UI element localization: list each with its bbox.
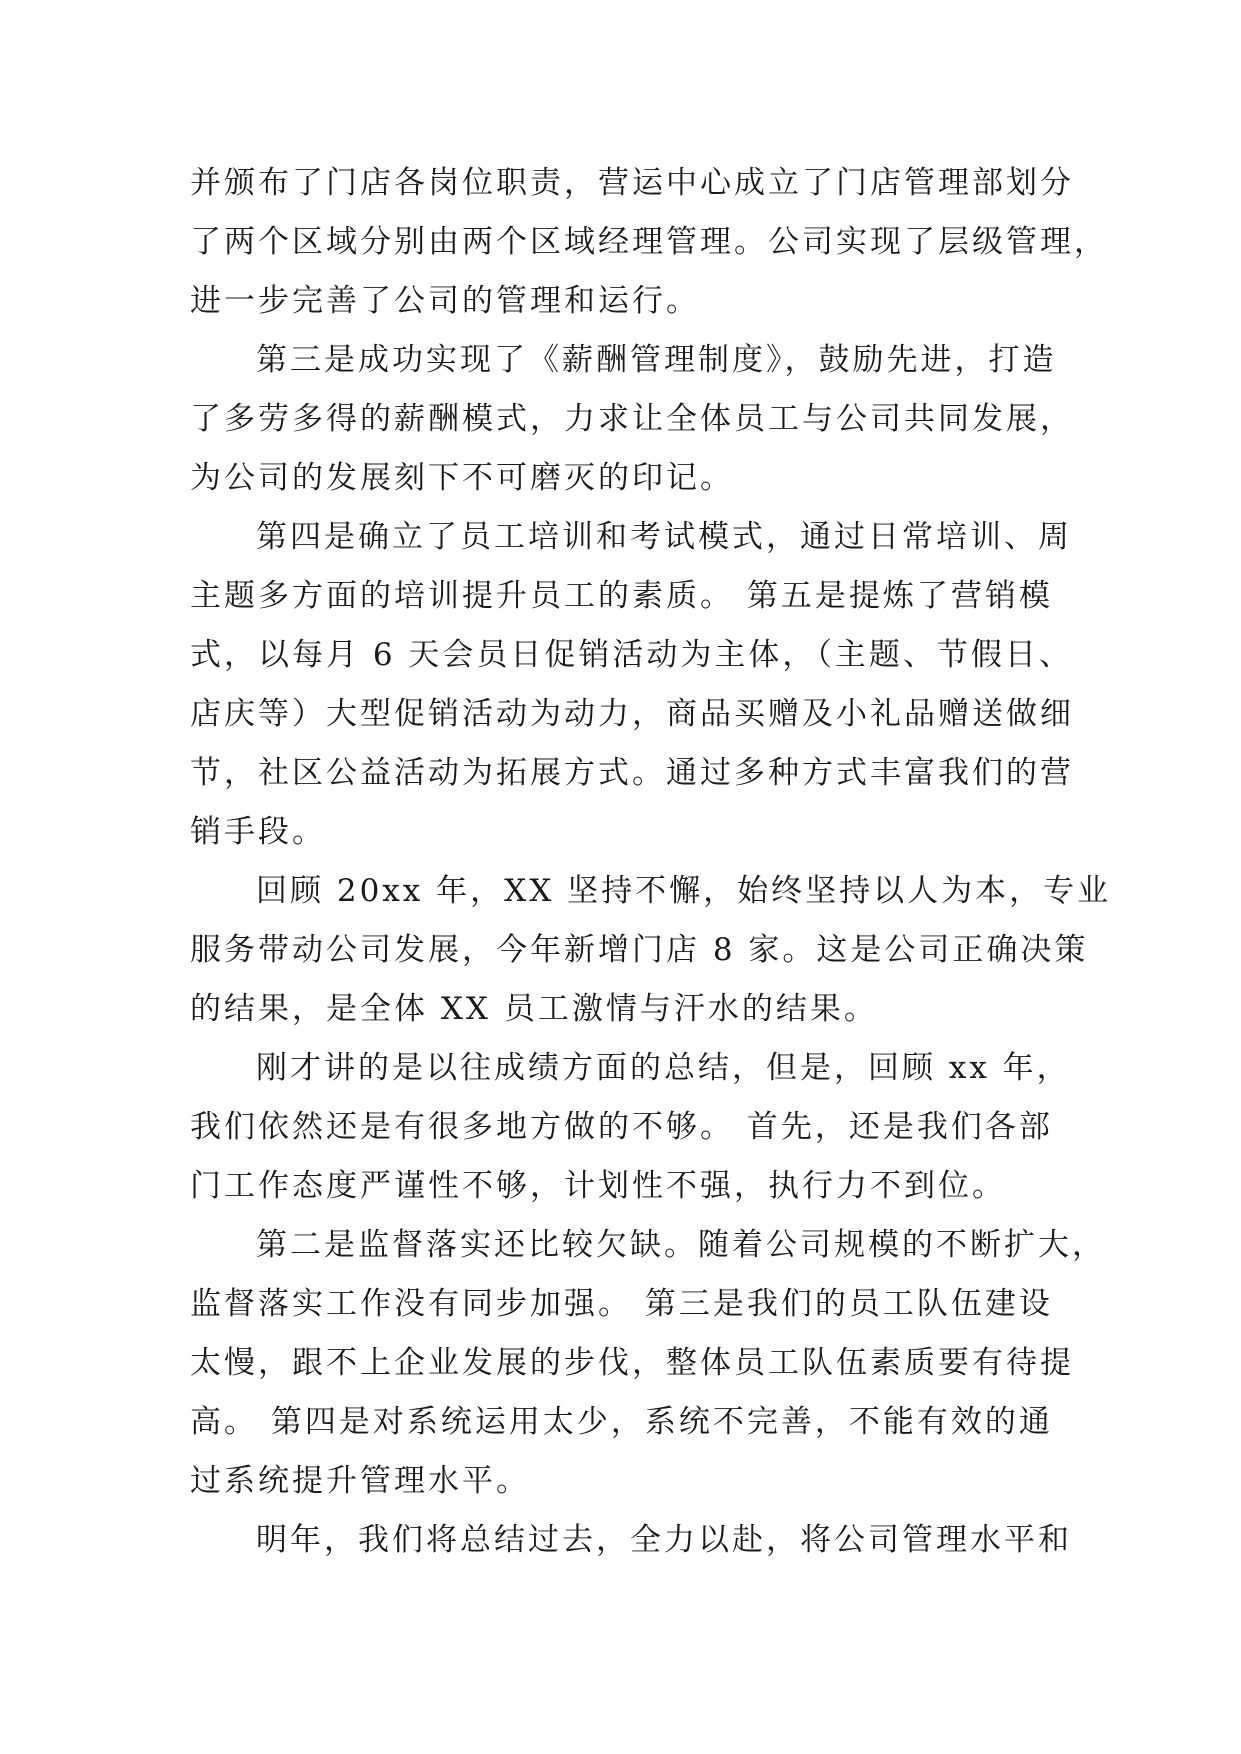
paragraph-start-line: 明年，我们将总结过去，全力以赴，将公司管理水平和 [256, 1522, 1072, 1558]
text-line: 太慢，跟不上企业发展的步伐，整体员工队伍素质要有待提 [190, 1345, 1074, 1381]
text-line: 了多劳多得的薪酬模式，力求让全体员工与公司共同发展， [190, 401, 1074, 437]
text-line: 主题多方面的培训提升员工的素质。 第五是提炼了营销模 [190, 578, 1053, 614]
text-line: 高。 第四是对系统运用太少，系统不完善，不能有效的通 [190, 1404, 1053, 1440]
text-line: 销手段。 [190, 814, 326, 850]
text-line: 我们依然还是有很多地方做的不够。 首先，还是我们各部 [190, 1109, 1053, 1145]
text-line: 的结果，是全体 XX 员工激情与汗水的结果。 [190, 991, 878, 1027]
text-line: 监督落实工作没有同步加强。 第三是我们的员工队伍建设 [190, 1286, 1053, 1322]
text-line: 并颁布了门店各岗位职责，营运中心成立了门店管理部划分 [190, 165, 1074, 201]
text-line: 节，社区公益活动为拓展方式。通过多种方式丰富我们的营 [190, 755, 1074, 791]
paragraph-start-line: 第四是确立了员工培训和考试模式，通过日常培训、周 [256, 519, 1072, 555]
text-line: 门工作态度严谨性不够，计划性不强，执行力不到位。 [190, 1168, 1006, 1204]
document-body [190, 154, 1112, 1570]
text-line: 式，以每月 6 天会员日促销活动为主体，（主题、节假日、 [190, 637, 1073, 673]
text-line: 店庆等）大型促销活动为动力，商品买赠及小礼品赠送做细 [190, 696, 1074, 732]
text-line: 进一步完善了公司的管理和运行。 [190, 283, 700, 319]
paragraph-start-line: 回顾 20xx 年，XX 坚持不懈，始终坚持以人为本，专业 [256, 873, 1112, 909]
paragraph-start-line: 第三是成功实现了《薪酬管理制度》，鼓励先进，打造 [256, 342, 1057, 378]
paragraph-start-line: 第二是监督落实还比较欠缺。随着公司规模的不断扩大， [256, 1227, 1106, 1263]
text-line: 服务带动公司发展，今年新增门店 8 家。这是公司正确决策 [190, 932, 1089, 968]
paragraph-start-line: 刚才讲的是以往成绩方面的总结，但是，回顾 xx 年， [256, 1050, 1071, 1086]
text-line: 为公司的发展刻下不可磨灭的印记。 [190, 460, 734, 496]
text-line: 了两个区域分别由两个区域经理管理。公司实现了层级管理， [190, 224, 1108, 260]
text-line: 过系统提升管理水平。 [190, 1463, 530, 1499]
